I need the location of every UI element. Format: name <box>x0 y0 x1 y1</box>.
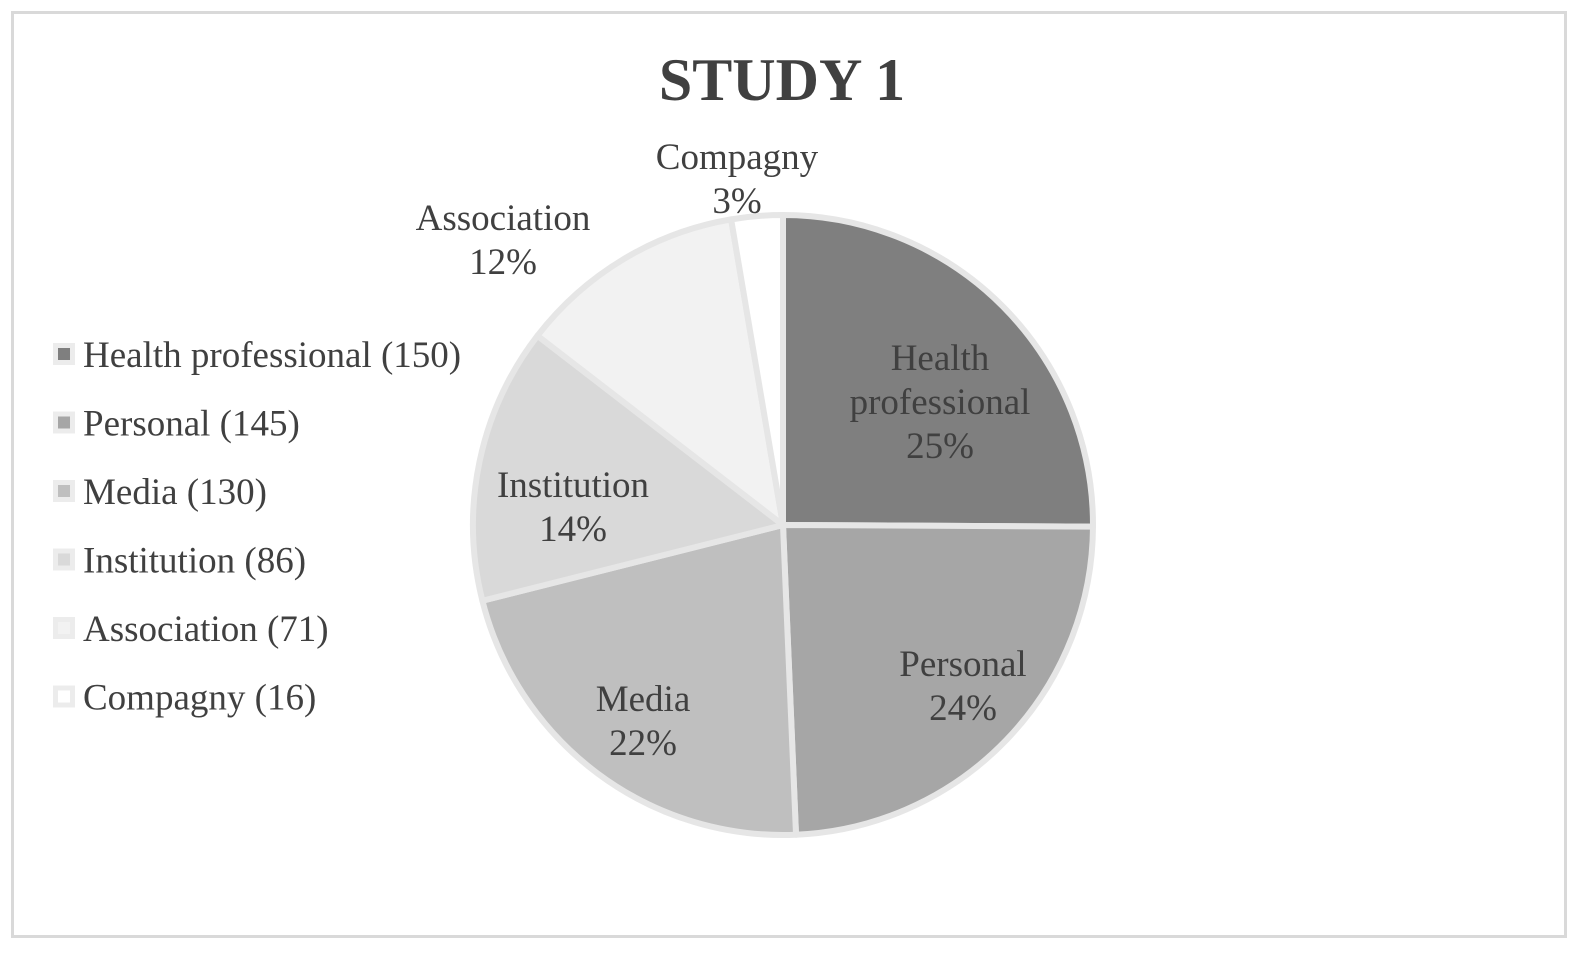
slice-label-health-professional: Health <box>890 338 990 379</box>
slice-percent-health-professional: 25% <box>906 426 974 467</box>
slice-label-institution: Institution <box>496 465 650 506</box>
legend-swatch-health-professional <box>58 348 70 360</box>
slice-percent-compagny: 3% <box>712 181 762 222</box>
legend-swatch-compagny <box>58 691 70 703</box>
legend <box>53 335 461 719</box>
legend-swatch-personal <box>58 417 70 429</box>
legend-label-media: Media (130) <box>83 472 267 513</box>
slice-label-media: Media <box>595 679 691 720</box>
legend-swatch-media <box>58 485 70 497</box>
slice-percent-association: 12% <box>469 242 537 283</box>
slice-label-health-professional: professional <box>849 382 1031 423</box>
legend-swatch-association <box>58 622 70 634</box>
slice-label-personal: Personal <box>899 644 1027 685</box>
slice-label-compagny: Compagny <box>655 137 819 178</box>
slice-percent-personal: 24% <box>929 688 997 729</box>
slice-percent-media: 22% <box>609 723 677 764</box>
legend-label-institution: Institution (86) <box>83 540 307 582</box>
legend-label-health-professional: Health professional (150) <box>83 335 462 376</box>
legend-swatch-institution <box>58 554 70 566</box>
legend-label-personal: Personal (145) <box>83 403 300 445</box>
legend-label-compagny: Compagny (16) <box>83 677 317 719</box>
chart-title: STUDY 1 <box>658 47 906 113</box>
slice-percent-institution: 14% <box>539 509 607 550</box>
slice-label-association: Association <box>415 198 591 239</box>
legend-label-association: Association (71) <box>83 609 329 650</box>
